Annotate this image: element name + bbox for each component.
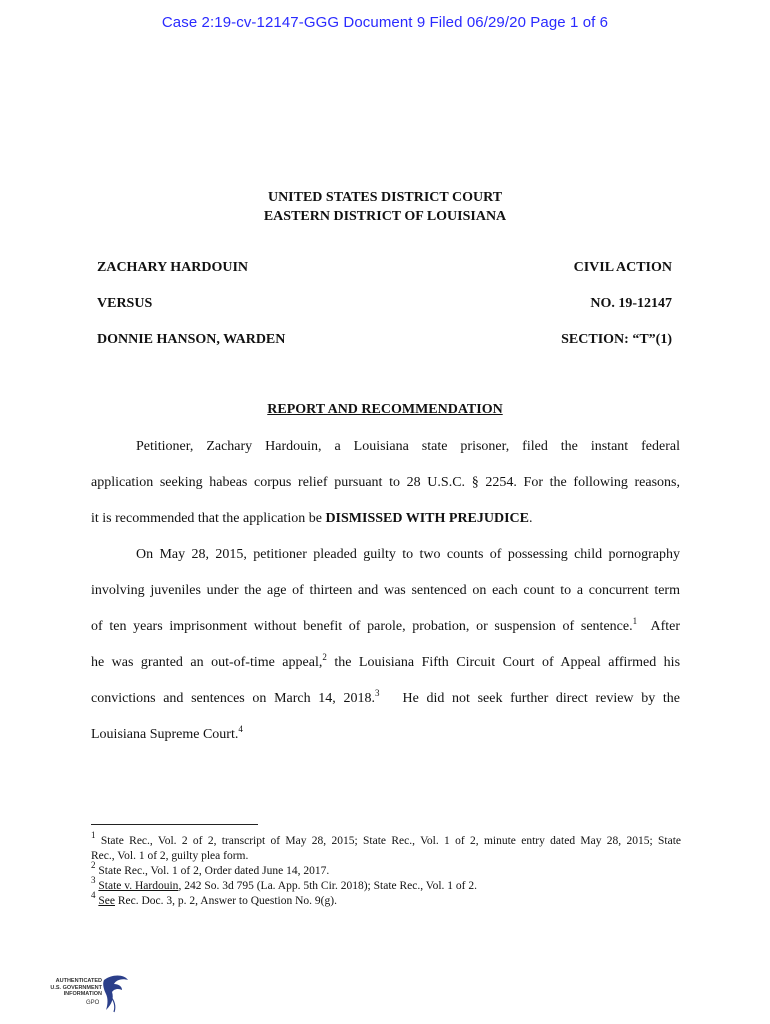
seal-line3: INFORMATION [63,991,102,997]
para2-line6 [91,717,680,753]
para2-line6-text: Louisiana Supreme Court. [91,727,239,742]
gpo-authentication-seal [40,970,130,1016]
footnote-3-case-name: State v. Hardouin [98,880,179,892]
footnote-3-text: , 242 So. 3d 795 (La. App. 5th Cir. 2018); State Rec., Vol. 1 of 2. [178,880,478,892]
civil-action-label: CIVIL ACTION [573,260,672,275]
footnote-divider [91,824,258,825]
court-district: EASTERN DISTRICT OF LOUISIANA [263,209,507,224]
court-heading [0,188,770,226]
court-name: UNITED STATES DISTRICT COURT [267,190,503,205]
footnote-4 [91,890,681,909]
seal-line2: U.S. GOVERNMENT [50,984,102,991]
footnotes [91,830,681,909]
disposition-bold: DISMISSED WITH PREJUDICE [325,511,530,526]
footnote-1-line1 [91,830,681,849]
footnote-2 [91,860,681,879]
footnote-ref-4: 4 [238,724,243,734]
para2-line4-end: the Louisiana Fifth Circuit Court of Appeal affirmed his [334,655,681,670]
paragraph-intro [91,429,680,537]
footnote-1-number: 1 [91,830,96,840]
petitioner-name: ZACHARY HARDOUIN [97,260,249,275]
paragraph-history [91,537,680,753]
footnote-4-text: Rec. Doc. 3, p. 2, Answer to Question No. 9(g). [114,895,337,907]
footnote-ref-3: 3 [374,688,380,698]
para1-line3-text: it is recommended that the application be [91,511,326,526]
document-title: REPORT AND RECOMMENDATION [267,402,503,417]
versus-label: VERSUS [97,296,153,311]
eagle-icon [98,972,130,1014]
para2-line4 [91,645,680,681]
para2-line3-text: of ten years imprisonment without benefit of parole, probation, or suspension of sentence. [91,619,633,634]
para2-line5-end: He did not seek further direct review by the [402,691,680,706]
section-label: SECTION: “T”(1) [561,332,672,347]
para2-line5-text: convictions and sentences on March 14, 2018. [91,691,375,706]
footnote-ref-1: 1 [632,616,638,626]
footnote-ref-2: 2 [322,652,327,662]
footnote-2-text: State Rec., Vol. 1 of 2, Order dated June 14, 2017. [98,865,330,877]
para2-line3 [91,609,680,645]
seal-text [40,978,102,998]
footnote-3-number: 3 [91,875,96,885]
footnote-3 [91,875,681,894]
seal-line1: AUTHENTICATED [55,978,102,984]
para2-line1: On May 28, 2015, petitioner pleaded guilty to two counts of possessing child pornography [136,547,680,562]
footnote-1-text: State Rec., Vol. 2 of 2, transcript of May 28, 2015; State Rec., Vol. 1 of 2, minute entry dated May 28, 2015; State [100,835,681,847]
footnote-4-signal: See [98,895,115,907]
case-number: NO. 19-12147 [590,296,672,311]
para1-line1: Petitioner, Zachary Hardouin, a Louisiana state prisoner, filed the instant federal [136,439,680,454]
para2-line2: involving juveniles under the age of thirteen and was sentenced on each count to a concurrent term [91,583,680,598]
para2-line5 [91,681,680,717]
footnote-2-number: 2 [91,860,96,870]
para2-line4-text: he was granted an out-of-time appeal, [91,655,323,670]
para1-line3-end: . [529,511,533,526]
para1-line2: application seeking habeas corpus relief pursuant to 28 U.S.C. § 2254. For the following reasons, [91,475,680,490]
footnote-1-line2: Rec., Vol. 1 of 2, guilty plea form. [91,850,249,862]
para1-line3 [91,501,680,537]
case-header-stamp: Case 2:19-cv-12147-GGG Document 9 Filed 06/29/20 Page 1 of 6 [161,14,609,31]
para2-line3-end: After [650,619,680,634]
gpo-label: GPO [86,1000,100,1006]
respondent-name: DONNIE HANSON, WARDEN [97,332,286,347]
footnote-4-number: 4 [91,890,96,900]
